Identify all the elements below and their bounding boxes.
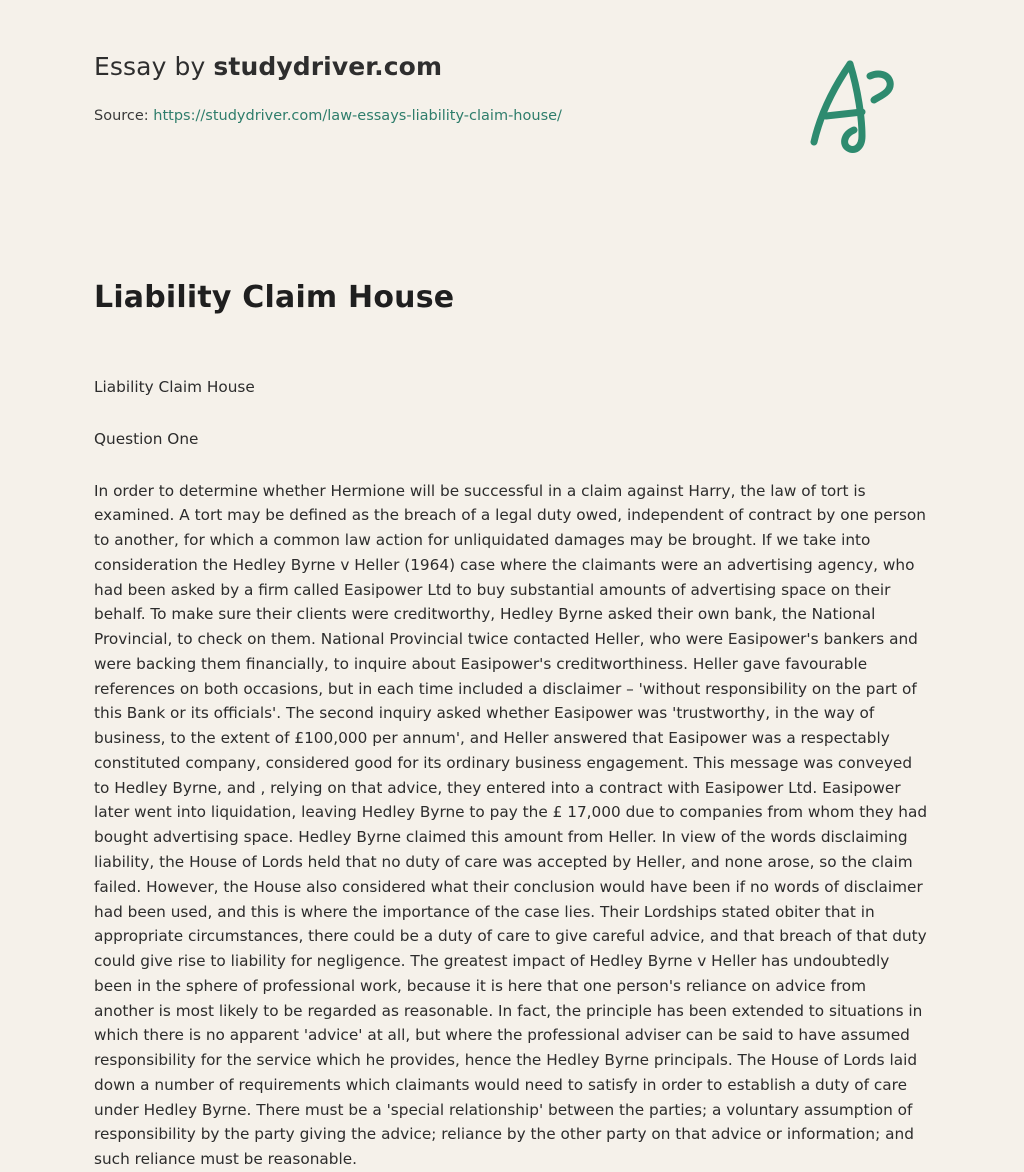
essay-by-prefix: Essay by bbox=[94, 52, 214, 81]
site-brand: studydriver.com bbox=[213, 52, 443, 81]
source-url-link[interactable]: https://studydriver.com/law-essays-liability-claim-house/ bbox=[153, 108, 562, 124]
body-paragraph: In order to determine whether Hermione will be successful in a claim against Harry, the law of tort is examined. A tort may be defined as the breach of a legal duty owed, independent of contract by one person to another, for which a common law action for unliquidated damages may be brought. If we take into consideration the Hedley Byrne v Heller (1964) case where the claimants were an advertising agency, who had been asked by a firm called Easipower Ltd to buy substantial amounts of advertising space on their behalf. To make sure their clients were creditworthy, Hedley Byrne asked their own bank, the National Provincial, to check on them. National Provincial twice contacted Heller, who were Easipower's bankers and were backing them financially, to inquire about Easipower's creditworthiness. Heller gave favourable references on both occasions, but in each time included a disclaimer – 'without responsibility on the part of this Bank or its officials'. The second inquiry asked whether Easipower was 'trustworthy, in the way of business, to the extent of £100,000 per annum', and Heller answered that Easipower was a respectably constituted company, considered good for its ordinary business engagement. This message was conveyed to Hedley Byrne, and , relying on that advice, they entered into a contract with Easipower Ltd. Easipower later went into liquidation, leaving Hedley Byrne to pay the £ 17,000 due to companies from whom they had bought advertising space. Hedley Byrne claimed this amount from Heller. In view of the words disclaiming liability, the House of Lords held that no duty of care was accepted by Heller, and none arose, so the claim failed. However, the House also considered what their conclusion would have been if no words of disclaimer had been used, and this is where the importance of the case lies. Their Lordships stated obiter that in appropriate circumstances, there could be a duty of care to give careful advice, and that breach of that duty could give rise to liability for negligence. The greatest impact of Hedley Byrne v Heller has undoubtedly been in the sphere of professional work, because it is here that one person's reliance on advice from another is most likely to be regarded as reasonable. In fact, the principle has been extended to situations in which there is no apparent 'advice' at all, but where the professional adviser can be said to have assumed responsibility for the service which he provides, hence the Hedley Byrne principals. The House of Lords laid down a number of requirements which claimants would need to satisfy in order to establish a duty of care under Hedley Byrne. There must be a 'special relationship' between the parties; a voluntary assumption of responsibility by the party giving the advice; reliance by the other party on that advice or information; and such reliance must be reasonable. bbox=[94, 481, 928, 1169]
page-title: Liability Claim House bbox=[94, 280, 455, 315]
body-line-2: Question One bbox=[94, 429, 199, 448]
source-label: Source: bbox=[94, 108, 154, 124]
document-header bbox=[94, 52, 930, 172]
body-line-1: Liability Claim House bbox=[94, 378, 255, 396]
studydriver-logo-icon bbox=[792, 50, 912, 160]
document-body bbox=[94, 375, 930, 1172]
